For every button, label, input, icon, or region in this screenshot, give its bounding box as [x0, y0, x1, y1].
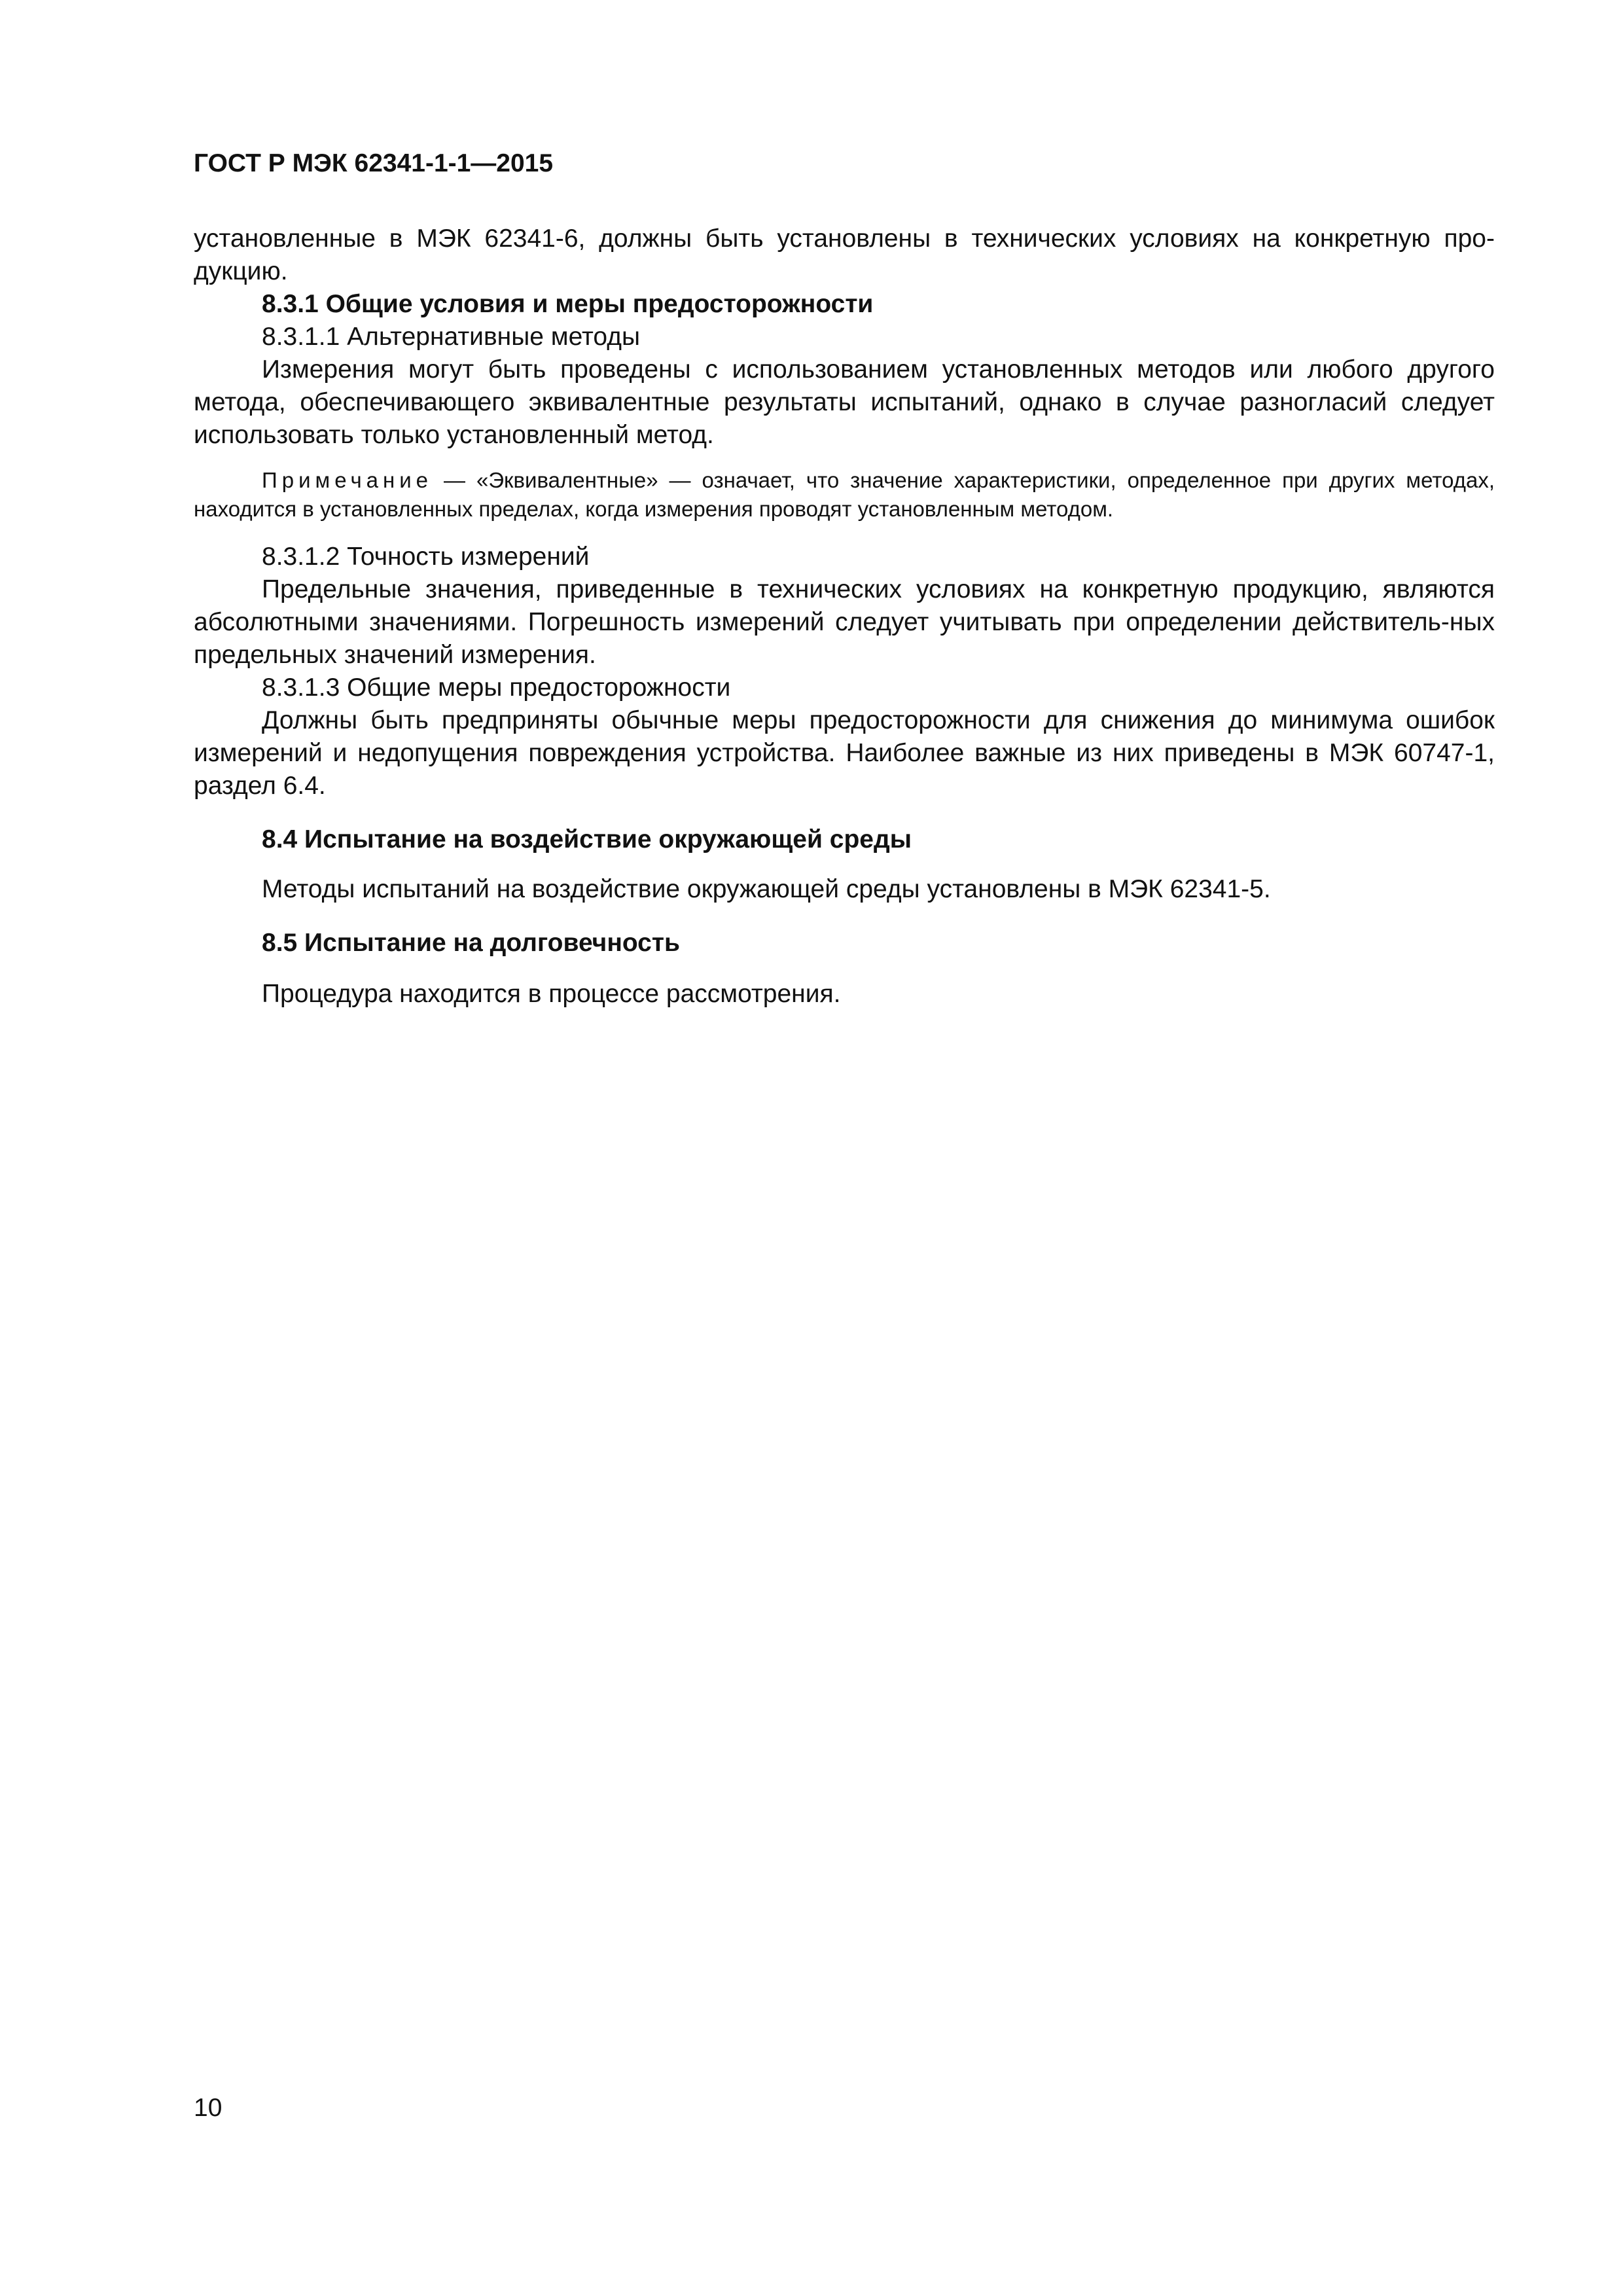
section-8-3-1-1-heading: 8.3.1.1 Альтернативные методы [262, 323, 641, 351]
note-label: Примечание [262, 468, 433, 492]
section-8-3-1-3-paragraph: Должны быть предприняты обычные меры предосторожности для снижения до минимума ошибок измерений и недопущения повреждения устройства. Наиболее важные из них приведены в МЭК 60747-1, раздел 6.4. [194, 706, 1495, 800]
page-number: 10 [194, 2094, 223, 2122]
section-8-3-1-block [194, 223, 1495, 452]
section-8-3-1-heading: 8.3.1 Общие условия и меры предосторожности [262, 290, 874, 318]
section-8-3-1-2-block [194, 541, 1495, 802]
section-8-5-heading: 8.5 Испытание на долговечность [262, 929, 680, 957]
section-8-4-text-block [194, 873, 1495, 906]
section-8-5-text-block [194, 978, 1495, 1011]
section-8-4-paragraph: Методы испытаний на воздействие окружающей среды установлены в МЭК 62341-5. [262, 875, 1271, 903]
note-text: — «Эквивалентные» — означает, что значение характеристики, определенное при других методах, находится в установленных пределах, когда измерения проводят установленным методом. [194, 468, 1495, 521]
section-8-4-block [194, 823, 1495, 856]
section-8-5-block [194, 927, 1495, 960]
continuation-paragraph: установленные в МЭК 62341-6, должны быть установлены в технических условиях на конкретную про-дукцию. [194, 224, 1495, 285]
note-paragraph [194, 466, 1495, 524]
section-8-4-heading: 8.4 Испытание на воздействие окружающей среды [262, 825, 912, 853]
section-8-3-1-2-paragraph: Предельные значения, приведенные в технических условиях на конкретную продукцию, являются абсолютными значениями. Погрешность измерений следует учитывать при определении действитель-ных предельных значений измерения. [194, 575, 1495, 669]
section-8-5-paragraph: Процедура находится в процессе рассмотрения. [262, 980, 841, 1008]
note-block [194, 466, 1495, 524]
section-8-3-1-2-heading: 8.3.1.2 Точность измерений [262, 543, 590, 571]
section-8-3-1-3-heading: 8.3.1.3 Общие меры предосторожности [262, 673, 731, 702]
document-header: ГОСТ Р МЭК 62341-1-1—2015 [194, 149, 554, 177]
section-8-3-1-1-paragraph: Измерения могут быть проведены с использованием установленных методов или любого другого метода, обеспечивающего эквивалентные результаты испытаний, однако в случае разногласий следует использовать только установленный метод. [194, 355, 1495, 449]
